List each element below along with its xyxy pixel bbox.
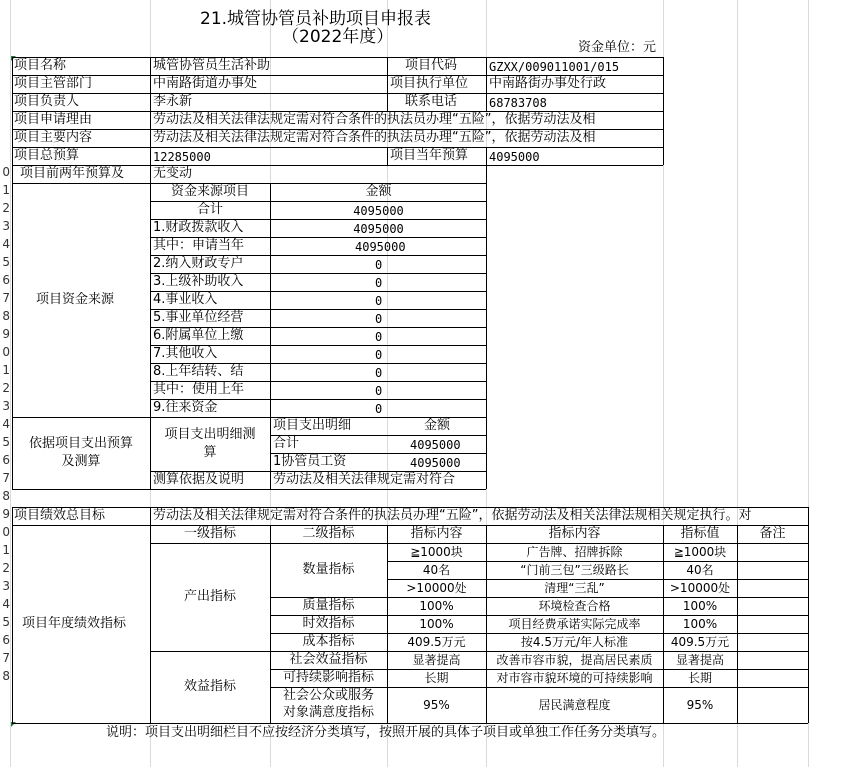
row-number: 3 [2,579,10,593]
expense-header-amount: 金额 [423,418,450,433]
row-number: 5 [2,615,10,629]
perf-header: 指标内容 [410,526,463,541]
perf-value: 40名 [686,563,714,577]
dept-value: 中南路街道办事处 [153,76,258,91]
funding-row-item: 其中：使用上年 [153,382,245,397]
row-number: 7 [2,291,10,305]
project-name-label: 项目名称 [14,58,67,73]
row-number: 3 [2,399,10,413]
funding-row-amount: 4095000 [353,204,404,218]
funding-row-amount: 4095000 [355,240,406,254]
expense-header-item: 项目支出明细 [273,418,352,433]
total-budget-value: 12285000 [153,150,211,164]
expense-row-item: 合计 [273,436,300,451]
perf-value: 409.5万元 [670,635,730,649]
row-number: 0 [2,525,10,539]
funding-row-amount: 0 [375,366,383,380]
perf-header: 一级指标 [183,526,236,541]
funding-row-item: 其中：申请当年 [153,238,245,253]
row-number: 0 [2,345,10,359]
expense-row-amount: 4095000 [410,438,461,452]
perf-value: 长期 [687,671,712,685]
funding-row-amount: 0 [375,294,383,308]
row-number: 9 [2,327,10,341]
goal-value: 劳动法及相关法律规定需对符合条件的执法员办理“五险”，依据劳动法及相关法律法规相关规定执行。对 [153,508,752,523]
expense-row-amount: 4095000 [410,456,461,470]
perf-header: 二级指标 [302,526,355,541]
row-number: 0 [2,165,10,179]
funding-header-item: 资金来源项目 [170,184,249,199]
funding-row-item: 合计 [196,202,223,217]
row-number: 9 [2,507,10,521]
funding-row-amount: 0 [375,258,383,272]
row-number: 4 [2,237,10,251]
row-number: 3 [2,219,10,233]
content-label: 项目主要内容 [14,130,93,145]
funding-row-amount: 4095000 [353,222,404,236]
funding-row-amount: 0 [375,348,383,362]
unit-label: 资金单位：元 [578,40,657,55]
perf-level2: 时效指标 [302,616,355,631]
perf-content: 40名 [422,563,451,577]
funding-row-item: 1.财政拨款收入 [153,220,244,235]
perf-level2: 社会公众或服务 [282,688,374,703]
prev-budget-label: 项目前两年预算及 [20,166,125,181]
row-number: 6 [2,633,10,647]
funding-row-item: 7.其他收入 [153,346,218,361]
row-number: 6 [2,453,10,467]
project-name-value: 城管协管员生活补助 [153,58,271,73]
content-value: 劳动法及相关法律法规定需对符合条件的执法员办理“五险”，依据劳动法及相 [153,130,596,145]
perf-value: 100% [682,617,718,631]
phone-label: 联系电话 [405,94,458,109]
row-number: 8 [2,489,10,503]
output-indicator-label: 产出指标 [183,589,236,604]
perf-content: 居民满意程度 [538,698,611,712]
perf-content: 显著提高 [412,653,461,667]
expense-section-label: 及测算 [61,454,101,469]
perf-content: >10000处 [406,581,467,595]
performance-section-label: 项目年度绩效指标 [22,616,127,631]
funding-row-amount: 0 [375,312,383,326]
perf-content: ≧1000块 [410,545,463,559]
perf-header: 指标值 [680,526,720,541]
perf-value: 显著提高 [675,653,724,667]
owner-label: 项目负责人 [14,94,80,109]
row-number: 1 [2,183,10,197]
expense-section-label: 依据项目支出预算 [28,436,133,451]
row-number: 2 [2,561,10,575]
funding-row-item: 6.附属单位上缴 [153,328,244,343]
funding-row-item: 5.事业单位经营 [153,310,244,325]
prev-budget-value: 无变动 [153,166,193,181]
perf-level2: 成本指标 [302,634,355,649]
perf-content: 项目经费承诺实际完成率 [508,617,641,631]
perf-value: 95% [686,698,714,712]
row-number: 2 [2,381,10,395]
row-number: 7 [2,471,10,485]
perf-content: 95% [423,698,450,712]
perf-content: 清理“三乱” [544,581,605,595]
perf-content: 100% [419,599,454,613]
perf-content: 409.5万元 [407,635,466,649]
year-budget-value: 4095000 [489,150,540,164]
year-budget-label: 项目当年预算 [390,148,469,163]
benefit-indicator-label: 效益指标 [183,679,236,694]
total-budget-label: 项目总预算 [14,148,80,163]
project-code-value: GZXX/009011001/015 [489,60,620,74]
quantity-indicator-label: 数量指标 [302,562,355,577]
perf-level2: 对象满意度指标 [282,705,374,720]
perf-content: 长期 [424,671,449,685]
perf-header: 指标内容 [548,526,601,541]
perf-content: 环境检查合格 [538,599,611,613]
perf-content: “门前三包”三级路长 [520,563,629,577]
row-number: 1 [2,543,10,557]
expense-detail-label: 项目支出明细测 [164,427,256,442]
dept-label: 项目主管部门 [14,76,93,91]
basis-value: 劳动法及相关法律规定需对符合 [273,472,456,487]
page-subtitle: （2022年度） [282,27,394,47]
funding-row-amount: 0 [375,330,383,344]
exec-unit-value: 中南路街办事处行政 [489,76,607,91]
goal-label: 项目绩效总目标 [14,508,106,523]
exec-unit-label: 项目执行单位 [390,76,469,91]
perf-content: 广告牌、招牌拆除 [526,545,623,559]
perf-value: 100% [682,599,718,613]
row-number: 2 [2,201,10,215]
funding-row-item: 3.上级补助收入 [153,274,244,289]
funding-row-amount: 0 [375,276,383,290]
row-number: 4 [2,417,10,431]
basis-label: 测算依据及说明 [153,472,245,487]
page-title: 21.城管协管员补助项目申报表 [200,9,432,29]
footer-note: 说明：项目支出明细栏目不应按经济分类填写，按照开展的具体子项目或单独工作任务分类填写。 [106,725,666,740]
row-number: 5 [2,435,10,449]
reason-value: 劳动法及相关法律法规定需对符合条件的执法员办理“五险”，依据劳动法及相 [153,112,596,127]
funding-section-label: 项目资金来源 [36,292,115,307]
row-number: 8 [2,669,10,683]
row-number: 1 [2,363,10,377]
perf-content: 按4.5万元/年人标准 [520,635,629,649]
owner-value: 李永新 [153,94,193,109]
funding-row-item: 9.往来资金 [153,400,218,415]
funding-row-amount: 0 [375,402,383,416]
perf-level2: 可持续影响指标 [282,670,374,685]
row-number: 5 [2,255,10,269]
perf-content: 100% [419,617,454,631]
perf-value: ≧1000块 [673,545,727,559]
row-number: 4 [2,597,10,611]
perf-value: >10000处 [669,581,731,595]
funding-row-item: 2.纳入财政专户 [153,256,244,271]
row-number: 7 [2,651,10,665]
row-number: 6 [2,273,10,287]
row-number: 8 [2,309,10,323]
reason-label: 项目申请理由 [14,112,93,127]
expense-detail-label: 算 [203,445,217,460]
perf-header: 备注 [759,526,786,541]
perf-content: 对市容市貌环境的可持续影响 [496,671,653,685]
perf-level2: 质量指标 [302,598,355,613]
funding-row-item: 4.事业收入 [153,292,218,307]
funding-row-amount: 0 [375,384,383,398]
project-code-label: 项目代码 [405,58,458,73]
perf-content: 改善市容市貌，提高居民素质 [496,653,653,667]
funding-header-amount: 金额 [365,184,392,199]
expense-row-item: 1协管员工资 [273,454,347,469]
funding-row-item: 8.上年结转、结 [153,364,244,379]
phone-value: 68783708 [489,96,547,110]
perf-level2: 社会效益指标 [289,652,368,667]
